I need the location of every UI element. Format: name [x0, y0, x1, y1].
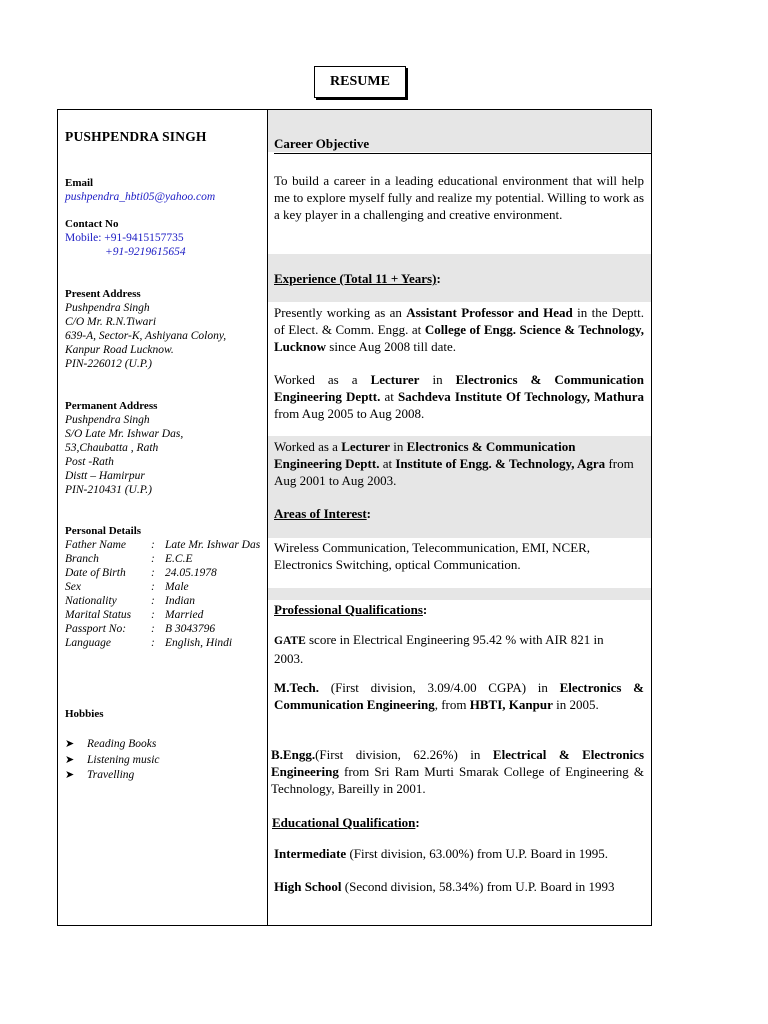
gate-item: GATE score in Electrical Engineering 95.42 % with AIR 821 in 2003.	[274, 632, 604, 666]
personal-colon: :	[151, 553, 155, 565]
experience-heading-text: Experience (Total 11 + Years)	[274, 271, 437, 286]
mobile-primary: Mobile: +91-9415157735	[65, 232, 184, 244]
list-item: ➤ Travelling	[65, 769, 135, 781]
hobbies-block	[65, 707, 263, 784]
bengg-item: B.Engg.(First division, 62.26%) in Electrical & Electronics Engineering from Sri Ram Murti Smarak College of Engineering & Technology, Bareilly in 2001.	[271, 747, 644, 796]
areas-of-interest-heading: Areas of Interest:	[274, 506, 372, 521]
personal-colon: :	[151, 609, 155, 621]
permanent-address-line: Distt – Hamirpur	[65, 470, 145, 482]
personal-key: Language	[65, 637, 111, 649]
experience-heading: Experience (Total 11 + Years):	[274, 271, 441, 286]
areas-of-interest-text: Wireless Communication, Telecommunication, EMI, NCER, Electronics Switching, optical Communication.	[274, 540, 591, 572]
permanent-address-line: Pushpendra Singh	[65, 414, 150, 426]
personal-key: Marital Status	[65, 609, 132, 621]
permanent-address-label: Permanent Address	[65, 400, 158, 412]
personal-key: Passport No:	[65, 623, 127, 635]
contact-label: Contact No	[65, 218, 119, 230]
professional-qualifications-heading: Professional Qualifications:	[274, 602, 428, 617]
permanent-address-line: S/O Late Mr. Ishwar Das,	[65, 428, 184, 440]
arrow-bullet-icon: ➤	[65, 738, 75, 750]
personal-colon: :	[151, 581, 155, 593]
personal-key: Father Name	[65, 539, 127, 551]
prof-heading-text: Professional Qualifications	[274, 602, 423, 617]
present-address-block	[65, 287, 263, 371]
candidate-name: PUSHPENDRA SINGH	[65, 129, 207, 144]
personal-colon: :	[151, 595, 155, 607]
personal-value: English, Hindi	[165, 637, 233, 649]
personal-row	[65, 580, 263, 594]
permanent-address-line: 53,Chaubatta , Rath	[65, 442, 159, 454]
personal-row	[65, 538, 263, 552]
personal-row	[65, 594, 263, 608]
personal-value: 24.05.1978	[165, 567, 217, 579]
personal-row	[65, 608, 263, 622]
experience-item: Presently working as an Assistant Professor and Head in the Deptt. of Elect. & Comm. Engg. at College of Engg. Science & Technology, Lucknow since Aug 2008 till date.	[274, 305, 644, 354]
hobbies-list	[65, 737, 263, 784]
personal-details-label: Personal Details	[65, 525, 142, 537]
personal-key: Branch	[65, 553, 99, 565]
career-objective-text: To build a career in a leading educational environment that will help me to explore myself fully and realize my potential. Willing to work as a key player in a challenging and creative environment.	[274, 173, 644, 222]
personal-colon: :	[151, 623, 155, 635]
present-address-label: Present Address	[65, 288, 141, 300]
personal-row	[65, 566, 263, 580]
email-label: Email	[65, 177, 94, 189]
personal-value: E.C.E	[165, 553, 193, 565]
career-objective-heading: Career Objective	[274, 135, 651, 154]
personal-key: Date of Birth	[65, 567, 126, 579]
hobbies-label: Hobbies	[65, 708, 104, 720]
personal-colon: :	[151, 539, 155, 551]
permanent-address-line: PIN-210431 (U.P.)	[65, 484, 152, 496]
contact-block	[65, 217, 263, 259]
educational-qualification-heading: Educational Qualification:	[272, 815, 420, 830]
personal-value: Late Mr. Ishwar Das	[165, 539, 261, 551]
personal-row	[65, 552, 263, 566]
intermediate-item: Intermediate (First division, 63.00%) from U.P. Board in 1995.	[274, 846, 609, 861]
experience-item: Worked as a Lecturer in Electronics & Communication Engineering Deptt. at Institute of Engg. & Technology, Agra from Aug 2001 to Aug 2003.	[274, 439, 634, 488]
list-item: ➤ Listening music	[65, 753, 160, 766]
personal-key: Sex	[65, 581, 81, 593]
personal-value: B 3043796	[165, 623, 216, 635]
present-address-line: Pushpendra Singh	[65, 302, 150, 314]
permanent-address-block	[65, 399, 263, 497]
personal-row	[65, 622, 263, 636]
mtech-item: M.Tech. (First division, 3.09/4.00 CGPA) in Electronics & Communication Engineering, from HBTI, Kanpur in 2005.	[274, 680, 644, 712]
resume-title: RESUME	[314, 66, 406, 98]
personal-value: Indian	[165, 595, 196, 607]
mobile-secondary: +91-9219615654	[105, 246, 186, 258]
email-block	[65, 176, 263, 204]
personal-details-block	[65, 524, 263, 650]
interest-heading-text: Areas of Interest	[274, 506, 367, 521]
prof-heading-shade	[268, 588, 651, 600]
present-address-line: C/O Mr. R.N.Tiwari	[65, 316, 157, 328]
arrow-bullet-icon: ➤	[65, 753, 75, 766]
email-value[interactable]: pushpendra_hbti05@yahoo.com	[65, 191, 216, 203]
present-address-line: Kanpur Road Lucknow.	[65, 344, 174, 356]
personal-row	[65, 636, 263, 650]
present-address-line: PIN-226012 (U.P.)	[65, 358, 152, 370]
present-address-line: 639-A, Sector-K, Ashiyana Colony,	[65, 330, 227, 342]
experience-item: Worked as a Lecturer in Electronics & Communication Engineering Deptt. at Sachdeva Institute Of Technology, Mathura from Aug 2005 to Aug 2008.	[274, 372, 644, 421]
edu-heading-text: Educational Qualification	[272, 815, 416, 830]
arrow-bullet-icon: ➤	[65, 769, 75, 781]
personal-key: Nationality	[65, 595, 117, 607]
personal-colon: :	[151, 567, 155, 579]
resume-table	[57, 109, 652, 926]
personal-value: Male	[165, 581, 189, 593]
high-school-item: High School (Second division, 58.34%) from U.P. Board in 1993	[274, 879, 615, 894]
personal-value: Married	[165, 609, 204, 621]
list-item: ➤ Reading Books	[65, 738, 157, 750]
personal-colon: :	[151, 637, 155, 649]
permanent-address-line: Post -Rath	[65, 456, 114, 468]
